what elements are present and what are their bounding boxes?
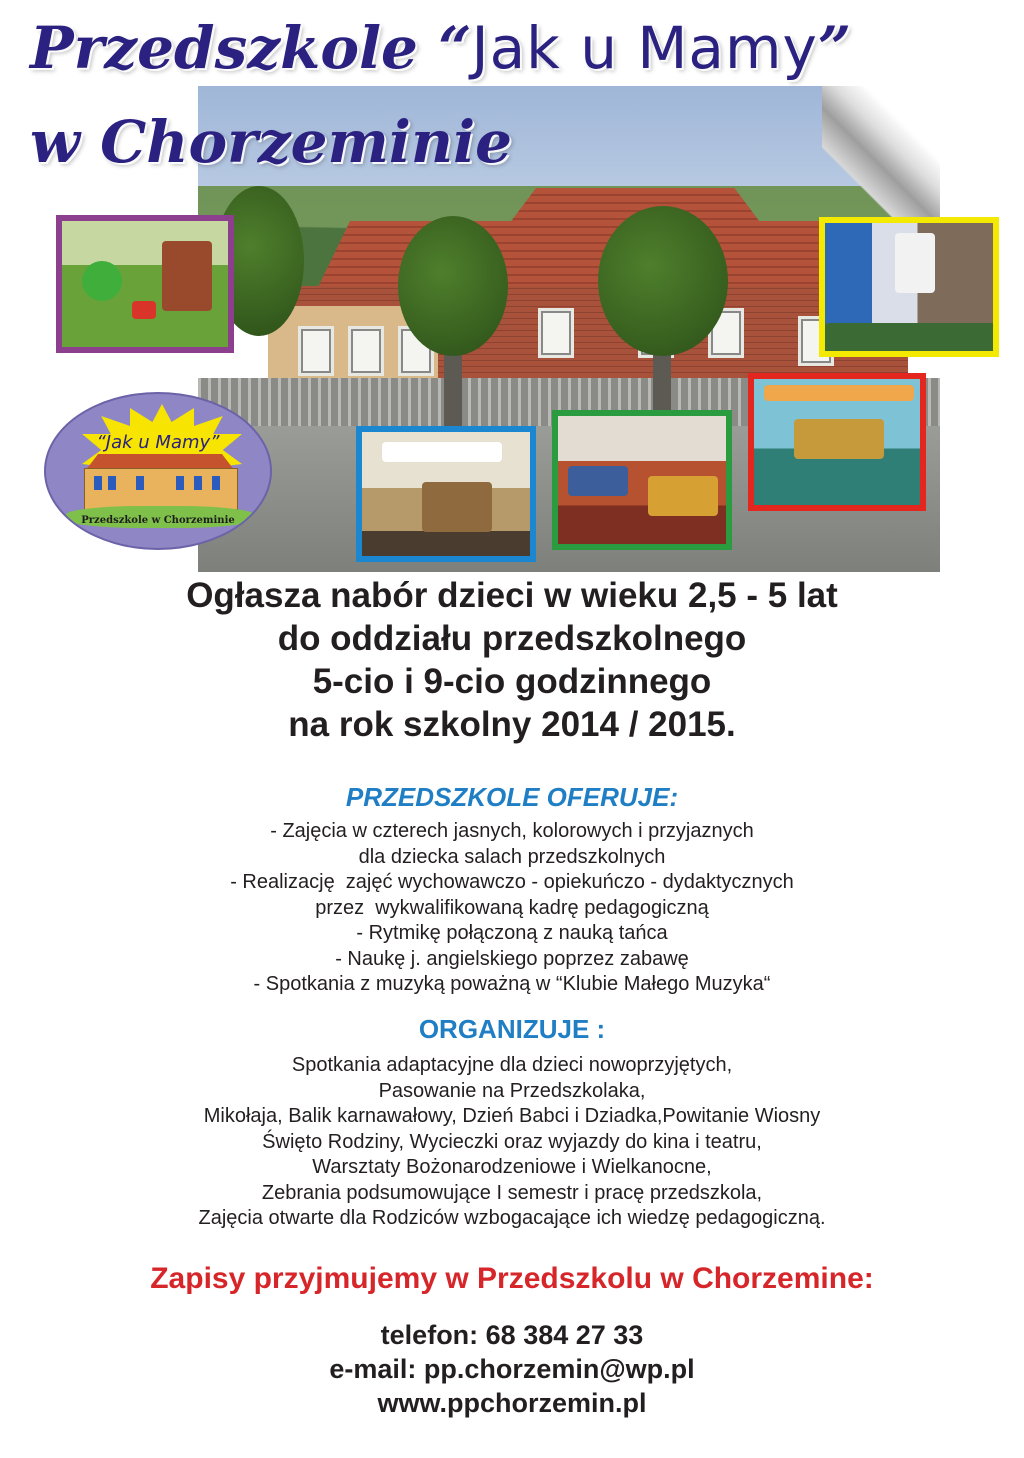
decorations (382, 442, 502, 462)
window (298, 326, 334, 376)
offer-item: - Spotkania z muzyką poważną w “Klubie Małego Muzyka“ (253, 973, 771, 995)
offer-item: - Naukę j. angielskiego poprzez zabawę (335, 947, 689, 970)
photo-classroom-3 (552, 410, 732, 550)
title-suffix: ” (817, 14, 852, 82)
organize-item: Mikołaja, Balik karnawałowy, Dzień Babci i Dziadka,Powitanie Wiosny (203, 1105, 821, 1127)
logo-title: “Jak u Mamy” (96, 432, 220, 453)
toy-boxes (648, 476, 718, 516)
offer-item: dla dziecka salach przedszkolnych (358, 845, 666, 868)
window-light (895, 233, 935, 293)
page-title (30, 14, 851, 82)
wall-decor (764, 385, 914, 401)
organize-item: Zajęcia otwarte dla Rodziców wzbogacające ich wiedzę pedagogiczną. (198, 1207, 826, 1229)
organize-item: Spotkania adaptacyjne dla dzieci nowoprzyjętych, (291, 1054, 733, 1076)
headline-line: Ogłasza nabór dzieci w wieku 2,5 - 5 lat (186, 576, 838, 615)
phone-number: telefon: 68 384 27 33 (380, 1320, 644, 1350)
organize-title: ORGANIZUJE : (418, 1014, 606, 1044)
email-address: e-mail: pp.chorzemin@wp.pl (329, 1354, 695, 1384)
organize-item: Święto Rodziny, Wycieczki oraz wyjazdy do kina i teatru, (262, 1130, 762, 1153)
logo-window (108, 476, 116, 490)
carpet (825, 323, 995, 353)
website-link[interactable]: www.ppchorzemin.pl (377, 1388, 647, 1418)
headline-line: do oddziału przedszkolnego (277, 619, 747, 658)
offer-item: - Realizację zajęć wychowawczo - opiekuńczo - dydaktycznych (230, 871, 794, 893)
window (348, 326, 384, 376)
page-subtitle: w Chorzeminie (30, 108, 513, 176)
announcement-headline (0, 574, 1024, 746)
logo-window (94, 476, 102, 490)
organize-item: Warsztaty Bożonarodzeniowe i Wielkanocne, (312, 1156, 712, 1178)
photo-playground (56, 215, 234, 353)
headline-line: 5-cio i 9-cio godzinnego (312, 662, 712, 701)
organize-list (0, 1053, 1024, 1232)
cabinets (794, 419, 884, 459)
toy (132, 301, 156, 319)
tree (598, 206, 728, 356)
offer-item: przez wykwalifikowaną kadrę pedagogiczną (315, 896, 709, 919)
organize-item: Pasowanie na Przedszkolaka, (378, 1079, 646, 1102)
board (568, 466, 628, 496)
logo-window (176, 476, 184, 490)
offer-title: PRZEDSZKOLE OFERUJE: (345, 782, 679, 812)
offer-item: - Rytmikę połączoną z nauką tańca (356, 922, 668, 944)
offer-list (0, 819, 1024, 998)
headline-line: na rok szkolny 2014 / 2015. (288, 705, 736, 744)
logo-window (194, 476, 202, 490)
shelves (422, 482, 492, 532)
photo-classroom-4 (748, 373, 926, 511)
contact-block (0, 1318, 1024, 1420)
logo-caption: Przedszkole w Chorzeminie (81, 515, 235, 526)
page-curl (822, 86, 940, 224)
photo-classroom-1 (819, 217, 999, 357)
organize-item: Zebrania podsumowujące I semestr i pracę przedszkola, (261, 1181, 763, 1204)
tree (398, 216, 508, 356)
window (538, 308, 574, 358)
logo-window (212, 476, 220, 490)
play-house (162, 241, 212, 311)
kindergarten-logo (44, 392, 272, 550)
title-prefix: Przedszkole “ (30, 14, 472, 82)
offer-item: - Zajęcia w czterech jasnych, kolorowych i przyjaznych (270, 820, 754, 842)
enrollment-notice: Zapisy przyjmujemy w Przedszkolu w Chorzemine: (150, 1262, 874, 1295)
play-equipment (82, 261, 122, 301)
photo-classroom-2 (356, 426, 536, 562)
logo-window (136, 476, 144, 490)
title-script-name: Jak u Mamy (471, 14, 818, 82)
